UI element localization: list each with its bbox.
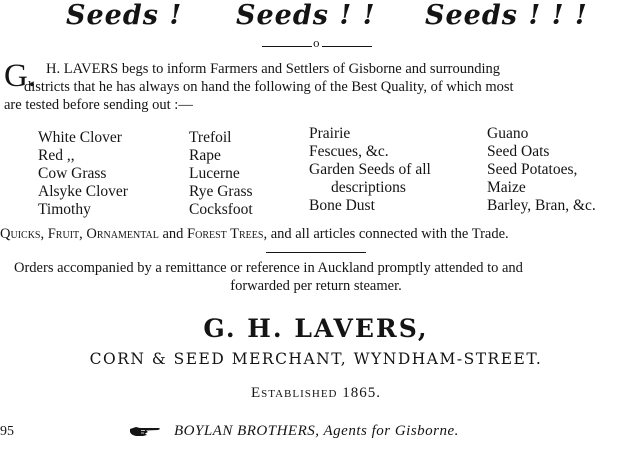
ornament-divider [262,37,372,52]
product-item: Timothy [38,201,91,218]
established-year: Established 1865. [250,385,381,401]
section-divider [266,252,366,253]
comma: , [40,226,45,242]
divider-line-right [322,46,372,47]
orders-line-1: Orders accompanied by a remittance or reference in Auckland promptly attended to and [14,260,523,276]
product-item: Fescues, &c. [309,143,389,160]
headline-seeds-1: Seeds ! [66,0,183,31]
intro-line-1: H. LAVERS begs to inform Farmers and Settlers of Gisborne and surrounding [46,61,501,77]
merchant-title: CORN & SEED MERCHANT, WYNDHAM-STREET. [89,350,543,368]
divider-ornament: o [313,37,320,50]
product-column-4 [487,125,596,215]
intro-paragraph [4,58,632,120]
product-item: descriptions [331,179,406,196]
product-item: Alsyke Clover [38,183,128,200]
divider-line-left [262,46,312,47]
merchant-name: G. H. LAVERS, [203,314,429,343]
ornamental-word: Ornamental [86,226,159,242]
agents-name: BOYLAN BROTHERS, [174,423,320,439]
product-item: Rape [189,147,221,164]
product-column-2 [189,129,253,219]
trees-line [0,226,632,243]
page-number: 95 [0,424,14,439]
drop-cap: G. [4,58,37,94]
product-item: Seed Oats [487,143,550,160]
agents-tail: Agents for Gisborne. [323,423,459,439]
orders-line-2: forwarded per return steamer. [230,278,402,294]
product-item: Barley, Bran, &c. [487,197,596,214]
headline [0,0,632,34]
quicks-word: Quicks [0,226,41,242]
product-item: Seed Potatoes, [487,161,578,178]
product-item: Prairie [309,125,351,142]
agents-line [128,423,459,443]
product-item: Trefoil [189,129,232,146]
headline-seeds-3: Seeds ! ! ! [425,0,588,31]
intro-line-2: districts that he has always on hand the following of the Best Quality, of which most [24,79,514,95]
headline-seeds-2: Seeds ! ! [236,0,376,31]
product-item: Cow Grass [38,165,107,182]
product-item: Guano [487,125,529,142]
product-item: Maize [487,179,526,196]
intro-line-3: are tested before sending out :— [4,97,193,113]
product-item: Rye Grass [189,183,253,200]
product-item: White Clover [38,129,122,146]
forest-trees-word: Forest Trees [187,226,264,242]
product-item: Red ,, [38,147,75,164]
comma: , [79,226,83,242]
product-item: Cocksfoot [189,201,253,218]
product-column-1 [38,129,128,219]
product-column-3 [309,125,431,215]
product-item: Bone Dust [309,197,375,214]
fruit-word: Fruit [47,226,80,242]
product-item: Lucerne [189,165,240,182]
pointing-hand-icon [128,424,164,443]
product-item: Garden Seeds of all [309,161,431,178]
and-word: and [158,226,188,242]
trees-line-rest: , and all articles connected with the Trade. [263,226,509,242]
